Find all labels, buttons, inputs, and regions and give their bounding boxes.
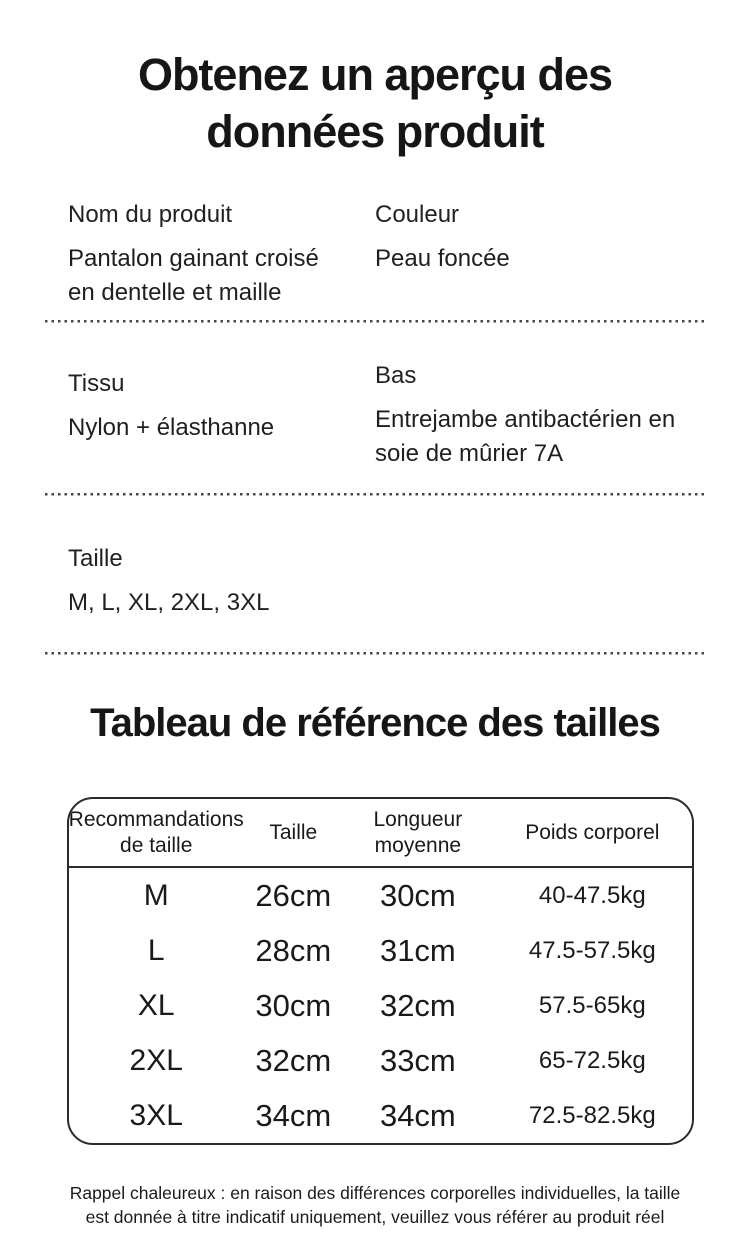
cell-waist: 28cm xyxy=(255,932,332,968)
dotted-divider xyxy=(45,320,705,323)
warm-reminder-note xyxy=(0,1181,750,1229)
cell-weight: 47.5-57.5kg xyxy=(528,936,656,964)
spec-value-product-name: Pantalon gainant croisé en dentelle et maille xyxy=(68,245,319,306)
cell-waist: 26cm xyxy=(255,877,332,913)
spec-value-fabric: Nylon + élasthanne xyxy=(68,414,275,441)
table-row xyxy=(69,978,692,1033)
spec-label-product-name: Nom du produit xyxy=(68,201,233,228)
cell-size: L xyxy=(147,933,165,967)
spec-value-color: Peau foncée xyxy=(375,245,510,272)
table-row xyxy=(69,1088,692,1143)
spec-row-name-color xyxy=(0,200,750,310)
cell-waist: 32cm xyxy=(255,1042,332,1078)
spec-size xyxy=(68,544,375,620)
spec-value-bottom: Entrejambe antibactérien en soie de mûrier 7A xyxy=(375,406,676,467)
warm-reminder-line2: est donnée à titre indicatif uniquement, veuillez vous référer au produit réel xyxy=(85,1207,665,1227)
page-title-line2: données produit xyxy=(206,106,544,157)
dotted-divider xyxy=(45,493,705,496)
cell-weight: 57.5-65kg xyxy=(538,991,646,1019)
spec-color xyxy=(375,200,705,310)
table-header-size: Taille xyxy=(269,820,318,844)
spec-label-size: Taille xyxy=(68,545,123,572)
table-header-row xyxy=(69,799,692,868)
cell-length: 30cm xyxy=(379,877,456,913)
spec-value-size: M, L, XL, 2XL, 3XL xyxy=(68,589,270,616)
dotted-divider xyxy=(45,652,705,655)
spec-empty-cell xyxy=(375,544,705,620)
table-row xyxy=(69,868,692,923)
cell-waist: 34cm xyxy=(255,1097,332,1133)
spec-fabric xyxy=(68,369,375,471)
cell-weight: 72.5-82.5kg xyxy=(528,1101,656,1129)
cell-size: 3XL xyxy=(129,1098,183,1132)
cell-length: 31cm xyxy=(379,932,456,968)
spec-row-size xyxy=(0,544,750,620)
cell-size: M xyxy=(143,878,169,912)
cell-size: XL xyxy=(137,988,175,1022)
table-header-body-weight: Poids corporel xyxy=(525,820,660,844)
table-row xyxy=(69,1033,692,1088)
spec-bottom xyxy=(375,361,705,471)
size-reference-table xyxy=(67,797,694,1145)
cell-length: 34cm xyxy=(379,1097,456,1133)
spec-label-color: Couleur xyxy=(375,201,460,228)
cell-weight: 40-47.5kg xyxy=(538,881,646,909)
spec-label-fabric: Tissu xyxy=(68,370,125,397)
warm-reminder-line1: Rappel chaleureux : en raison des différences corporelles individuelles, la taille xyxy=(69,1183,681,1203)
table-header-average-length: Longueur moyenne xyxy=(373,807,463,857)
size-table-title: Tableau de référence des tailles xyxy=(90,701,660,745)
cell-weight: 65-72.5kg xyxy=(538,1046,646,1074)
table-row xyxy=(69,923,692,978)
spec-product-name xyxy=(68,200,375,310)
cell-size: 2XL xyxy=(129,1043,183,1077)
table-header-size-recommendation: Recommandations de taille xyxy=(68,807,244,857)
spec-row-fabric-bottom xyxy=(0,362,750,471)
page-title-line1: Obtenez un aperçu des xyxy=(137,49,613,100)
product-specs xyxy=(0,200,750,655)
page-title xyxy=(0,0,750,160)
cell-length: 32cm xyxy=(379,987,456,1023)
spec-label-bottom: Bas xyxy=(375,362,417,389)
cell-waist: 30cm xyxy=(255,987,332,1023)
cell-length: 33cm xyxy=(379,1042,456,1078)
